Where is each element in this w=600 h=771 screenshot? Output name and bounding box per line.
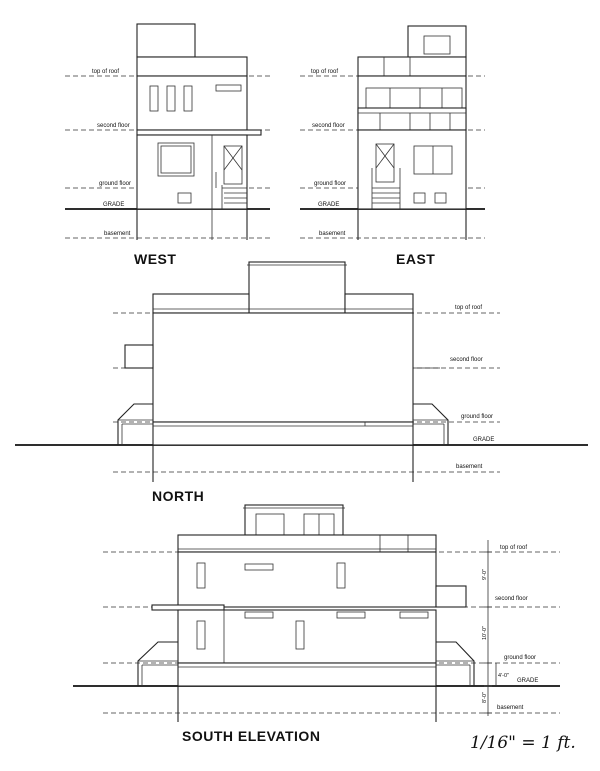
south-dim-upper: 9'-0" <box>482 569 488 580</box>
south-title: SOUTH ELEVATION <box>182 728 321 744</box>
west-basement-label: basement <box>104 231 131 237</box>
north-elevation <box>15 262 588 504</box>
west-second-floor-label: second floor <box>97 123 130 129</box>
east-basement-label: basement <box>319 231 346 237</box>
south-ground-floor-label: ground floor <box>504 655 537 661</box>
north-title: NORTH <box>152 488 205 504</box>
west-title: WEST <box>134 251 177 267</box>
east-second-floor-label: second floor <box>312 123 345 129</box>
south-elevation <box>73 505 560 744</box>
north-basement-label: basement <box>456 464 483 470</box>
east-ground-floor-label: ground floor <box>314 181 347 187</box>
south-basement-label: basement <box>497 705 524 711</box>
north-grade-label: GRADE <box>473 437 495 443</box>
east-grade-label: GRADE <box>318 202 340 208</box>
north-top-of-roof-label: top of roof <box>455 305 483 311</box>
west-top-of-roof-label: top of roof <box>92 69 120 75</box>
south-second-floor-label: second floor <box>495 596 528 602</box>
west-ground-floor-label: ground floor <box>99 181 132 187</box>
south-top-of-roof-label: top of roof <box>500 545 528 551</box>
north-ground-floor-label: ground floor <box>461 414 494 420</box>
east-elevation <box>300 26 485 267</box>
south-grade-label: GRADE <box>517 678 539 684</box>
north-second-floor-label: second floor <box>450 357 483 363</box>
west-grade-label: GRADE <box>103 202 125 208</box>
south-dim-middle: 10'-0" <box>482 625 488 640</box>
south-dim-basement: 8'-0" <box>482 692 488 703</box>
scale-note: 1/16" = 1 ft. <box>470 733 576 753</box>
east-title: EAST <box>396 251 436 267</box>
south-dim-ground-to-grade: 4'-0" <box>498 673 509 679</box>
west-elevation <box>65 24 270 267</box>
east-top-of-roof-label: top of roof <box>311 69 339 75</box>
